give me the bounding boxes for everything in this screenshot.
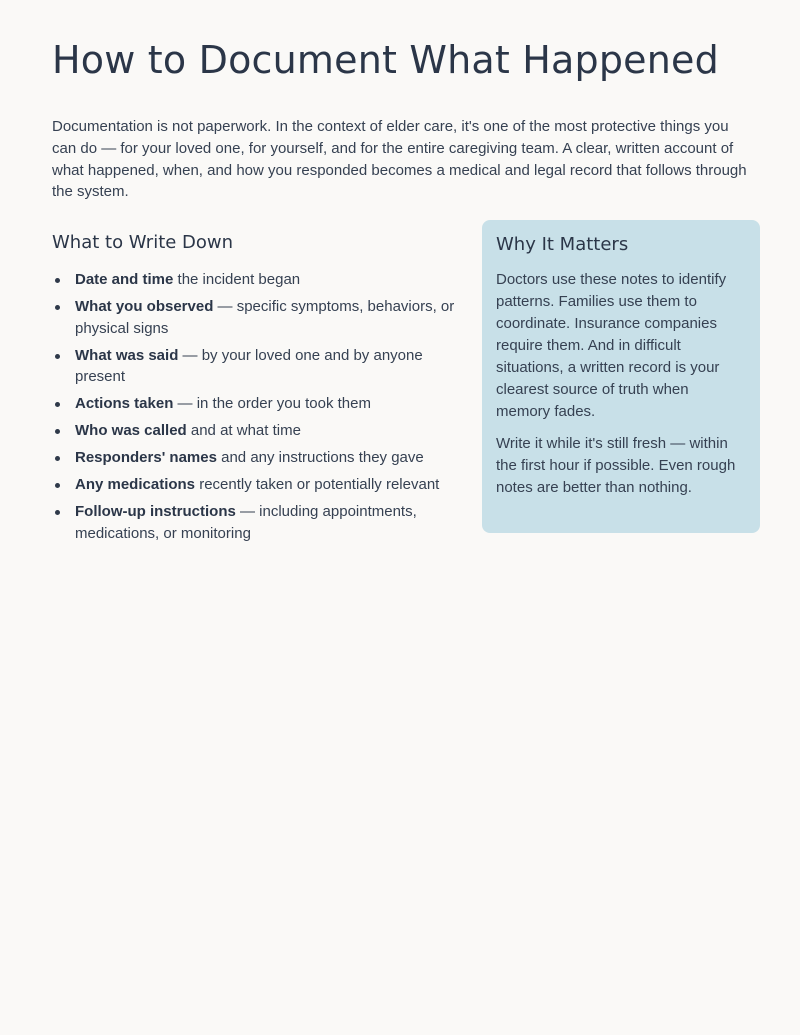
bullet-icon (55, 278, 60, 283)
list-item (52, 269, 460, 291)
write-down-heading: What to Write Down (52, 232, 234, 253)
item-text: — by your loved one and by anyone present (75, 346, 423, 385)
item-bold-label: Actions taken (75, 395, 174, 412)
item-text: the incident began (173, 271, 301, 288)
item-text: and at what time (186, 422, 301, 439)
bullet-icon (55, 402, 60, 407)
list-item (52, 501, 460, 544)
callout-paragraph: Doctors use these notes to identify patterns. Families use them to coordinate. Insurance companies require them. And in difficult situations, a written record is your clearest source of truth when memory fades. (496, 271, 727, 420)
item-text: and any instructions they gave (216, 449, 424, 466)
item-bold-label: Who was called (75, 422, 187, 439)
item-text: recently taken or potentially relevant (195, 476, 440, 493)
list-item (52, 420, 460, 442)
callout-paragraph: Write it while it's still fresh — within the first hour if possible. Even rough notes are better than nothing. (496, 435, 736, 496)
item-bold-label: What you observed (75, 298, 214, 315)
page-title: How to Document What Happened (52, 38, 719, 82)
bullet-icon (55, 305, 60, 310)
write-down-section (52, 232, 460, 550)
list-item (52, 474, 460, 496)
bullet-icon (55, 483, 60, 488)
bullet-icon (55, 429, 60, 434)
bullet-icon (55, 456, 60, 461)
list-item (52, 345, 460, 388)
why-it-matters-heading: Why It Matters (496, 234, 629, 255)
item-bold-label: Follow-up instructions (75, 503, 236, 520)
bullet-icon (55, 354, 60, 359)
item-bold-label: Any medications (75, 476, 196, 493)
list-item (52, 296, 460, 339)
item-bold-label: Responders' names (75, 449, 217, 466)
intro-paragraph: Documentation is not paperwork. In the context of elder care, it's one of the most protective things you can do — for your loved one, for yourself, and for the entire caregiving team. A clear, written account of what happened, when, and how you responded becomes a medical and legal record that follows through the system. (52, 118, 747, 201)
item-text: — in the order you took them (173, 395, 371, 412)
item-bold-label: Date and time (75, 271, 174, 288)
list-item (52, 447, 460, 469)
list-item (52, 393, 460, 415)
write-down-list (52, 269, 460, 544)
item-text: — including appointments, medications, or monitoring (75, 503, 417, 542)
item-text: — specific symptoms, behaviors, or physical signs (75, 298, 455, 337)
why-it-matters-callout (482, 220, 760, 533)
bullet-icon (55, 510, 60, 515)
item-bold-label: What was said (75, 346, 179, 364)
